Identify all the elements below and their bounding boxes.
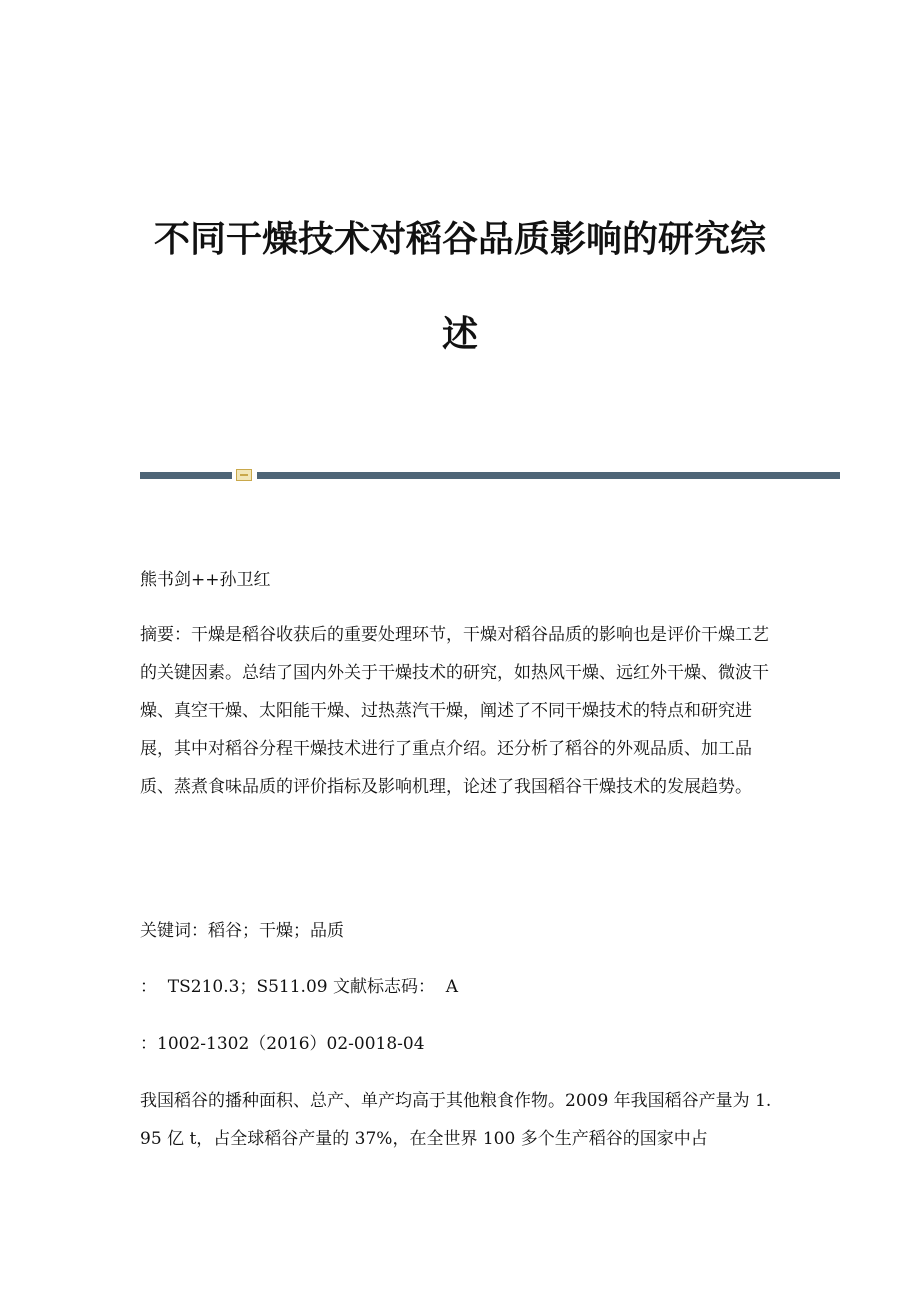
body-paragraph: 我国稻谷的播种面积、总产、单产均高于其他粮食作物。2009 年我国稻谷产量为 1.95 亿 t，占全球稻谷产量的 37%，在全世界 100 多个生产稻谷的国家中占 — [140, 1091, 772, 1149]
document-title-line-1: 不同干燥技术对稻谷品质影响的研究综 — [153, 219, 766, 260]
document-title-line-2: 述 — [441, 314, 478, 355]
divider-bar-left — [140, 472, 232, 479]
authors: 熊书剑++孙卫红 — [140, 570, 271, 590]
divider-ornament-icon — [236, 469, 252, 481]
article-id: ：1002-1302（2016）02-0018-04 — [140, 1034, 425, 1054]
title-divider — [140, 468, 840, 482]
classification-codes: ： TS210.3；S511.09 文献标志码： A — [140, 977, 459, 997]
divider-bar-right — [257, 472, 840, 479]
keywords: 关键词：稻谷；干燥；品质 — [140, 921, 344, 941]
abstract: 摘要：干燥是稻谷收获后的重要处理环节，干燥对稻谷品质的影响也是评价干燥工艺的关键因素。总结了国内外关于干燥技术的研究，如热风干燥、远红外干燥、微波干燥、真空干燥、太阳能干燥、过热蒸汽干燥，阐述了不同干燥技术的特点和研究进展，其中对稻谷分程干燥技术进行了重点介绍。还分析了稻谷的外观品质、加工品质、蒸煮食味品质的评价指标及影响机理，论述了我国稻谷干燥技术的发展趋势。 — [140, 625, 769, 797]
